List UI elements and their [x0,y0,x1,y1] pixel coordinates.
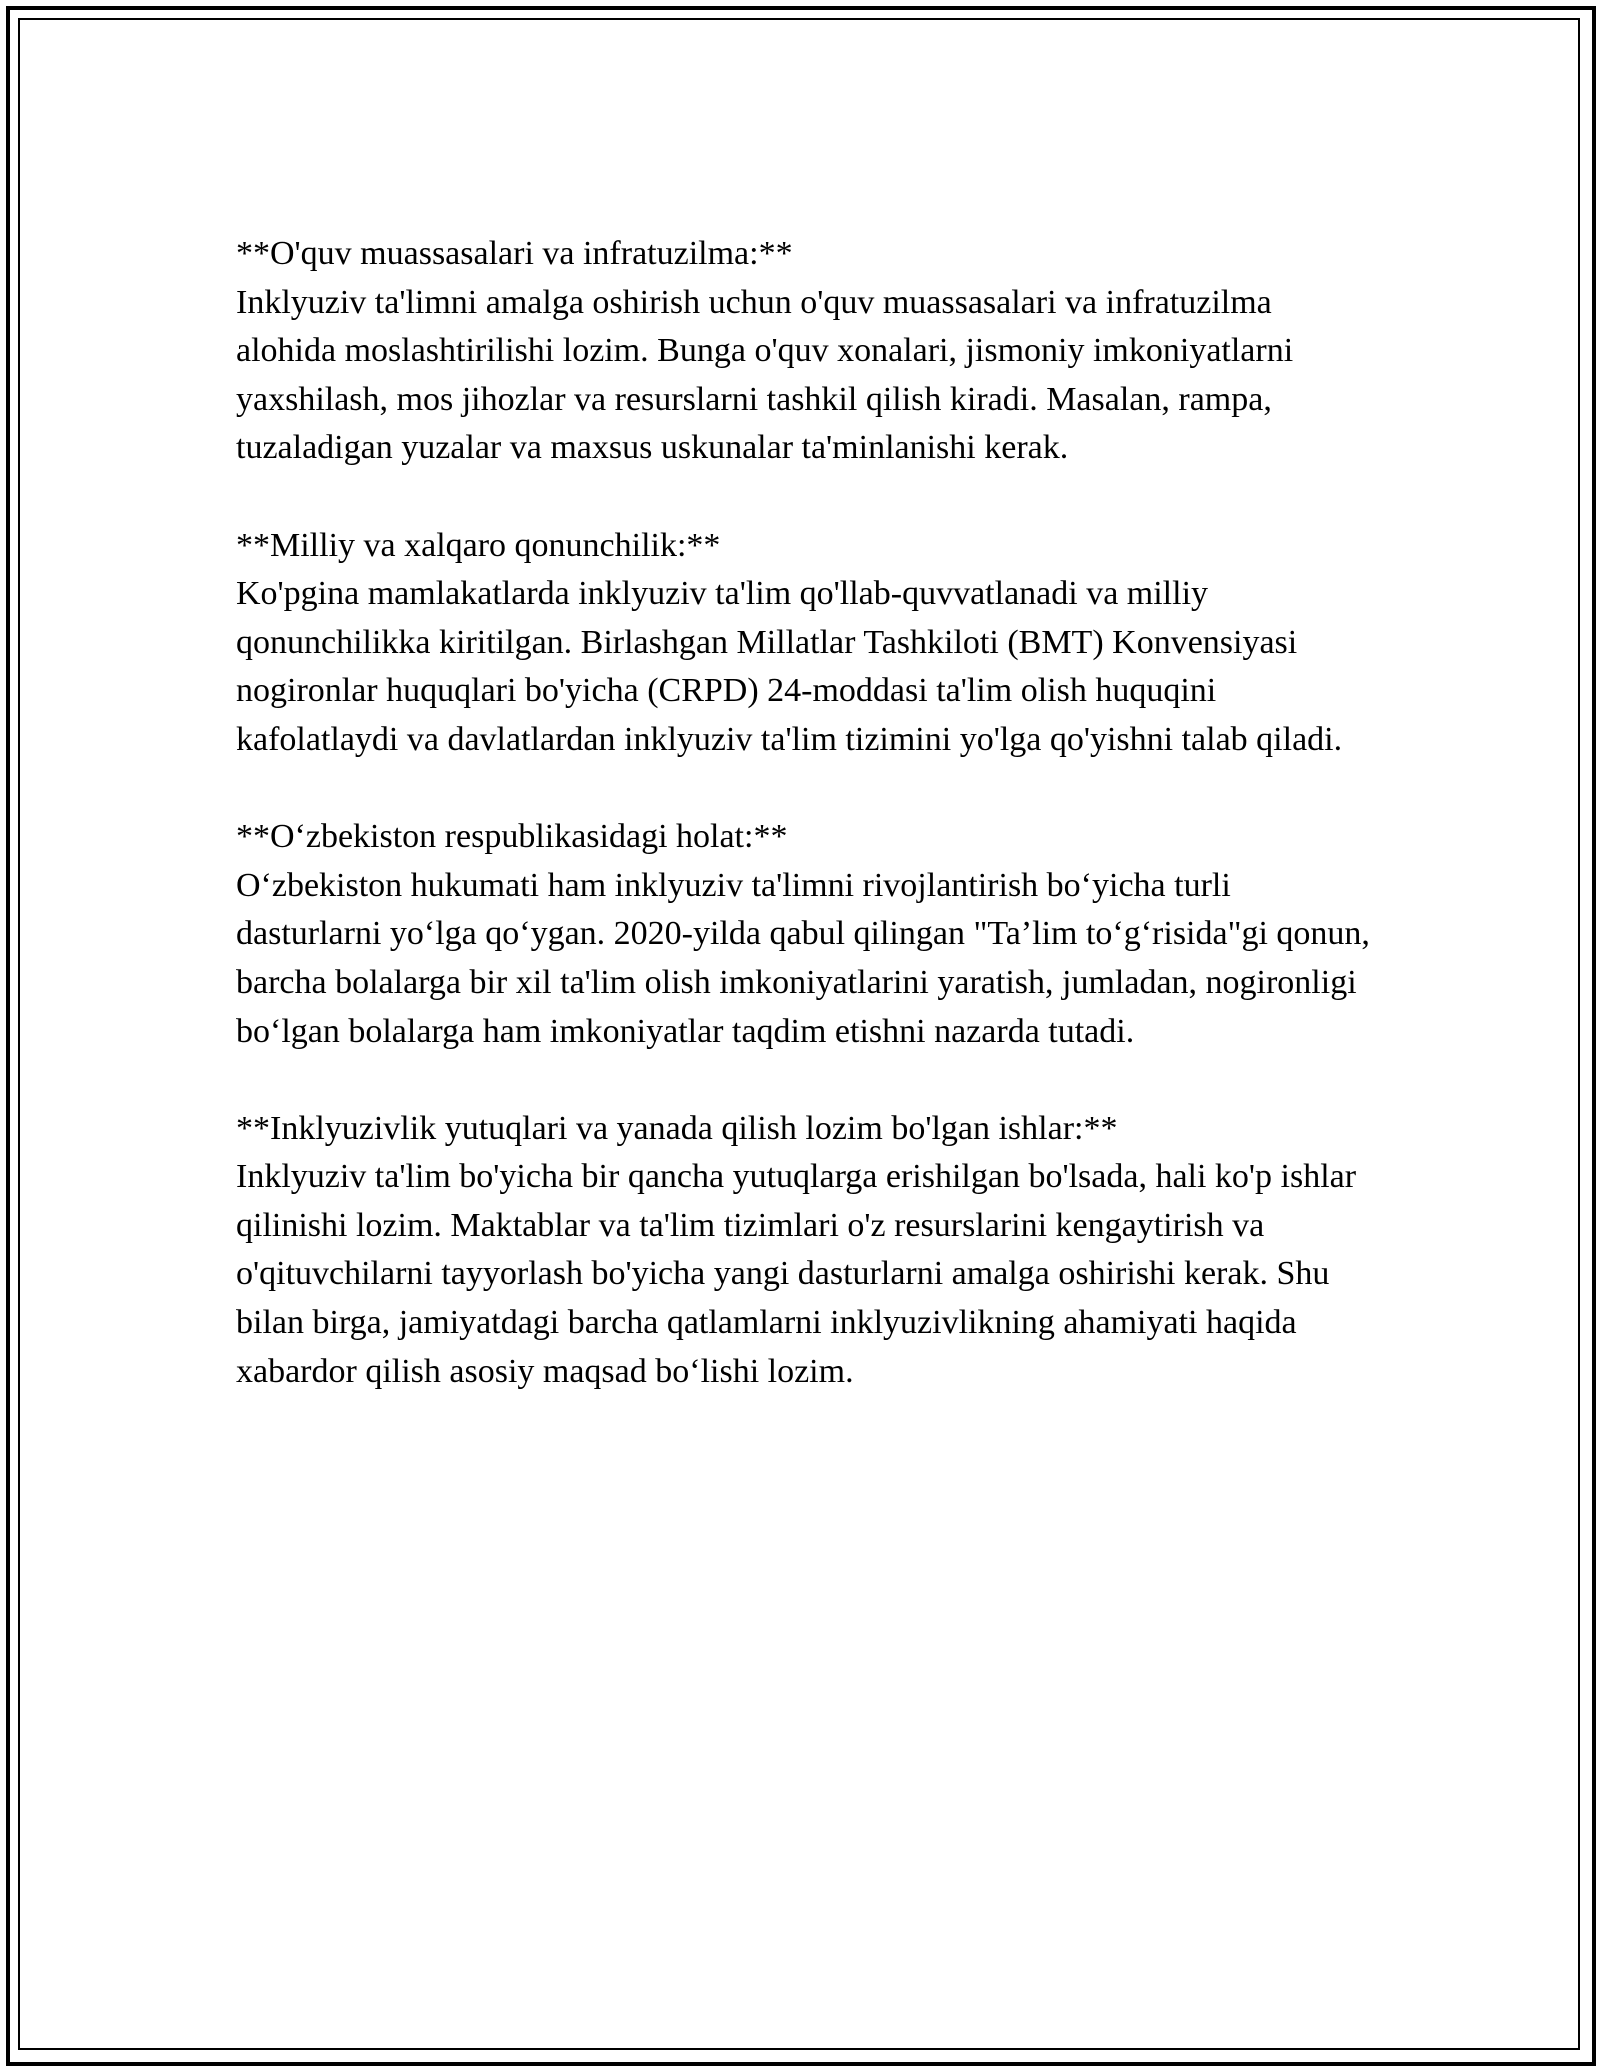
section-uzbekistan-status [236,813,1376,1056]
section-educational-institutions [236,230,1376,473]
section-heading: **O'quv muassasalari va infratuzilma:** [236,235,793,272]
section-heading: **Inklyuzivlik yutuqlari va yanada qilish lozim bo'lgan ishlar:** [236,1109,1118,1147]
section-achievements [236,1105,1376,1397]
section-paragraph: Inklyuziv ta'lim bo'yicha bir qancha yutuqlarga erishilgan bo'lsada, hali ko'p ishlar qilinishi lozim. Maktablar va ta'lim tizimlari o'z resurslarini kengaytirish va o'qituvchilarni tayyorlash bo'yicha yangi dasturlarni amalga oshirishi kerak. Shu bilan birga, jamiyatdagi barcha qatlamlarni inklyuzivlikning ahamiyati haqida xabardor qilish asosiy maqsad bo‘lishi lozim. [236,1158,1357,1390]
section-heading: **O‘zbekiston respublikasidagi holat:** [236,818,788,856]
document-body [236,230,1376,1445]
section-paragraph: Inklyuziv ta'limni amalga oshirish uchun o'quv muassasalari va infratuzilma alohida moslashtirilishi lozim. Bunga o'quv xonalari, jismoniy imkoniyatlarni yaxshilash, mos jihozlar va resurslarni tashkil qilish kiradi. Masalan, rampa, tuzaladigan yuzalar va maxsus uskunalar ta'minlanishi kerak. [236,283,1294,467]
section-heading: **Milliy va xalqaro qonunchilik:** [236,526,721,564]
section-legislation [236,522,1376,765]
section-paragraph: O‘zbekiston hukumati ham inklyuziv ta'limni rivojlantirish bo‘yicha turli dasturlarni yo‘lga qo‘ygan. 2020-yilda qabul qilingan "Ta’lim to‘g‘risida"gi qonun, barcha bolalarga bir xil ta'lim olish imkoniyatlarini yaratish, jumladan, nogironligi bo‘lgan bolalarga ham imkoniyatlar taqdim etishni nazarda tutadi. [236,866,1370,1050]
section-paragraph: Ko'pgina mamlakatlarda inklyuziv ta'lim qo'llab-quvvatlanadi va milliy qonunchilikka kiritilgan. Birlashgan Millatlar Tashkiloti (BMT) Konvensiyasi nogironlar huquqlari bo'yicha (CRPD) 24-moddasi ta'lim olish huquqini kafolatlaydi va davlatlardan inklyuziv ta'lim tizimini yo'lga qo'yishni talab qiladi. [236,575,1343,758]
